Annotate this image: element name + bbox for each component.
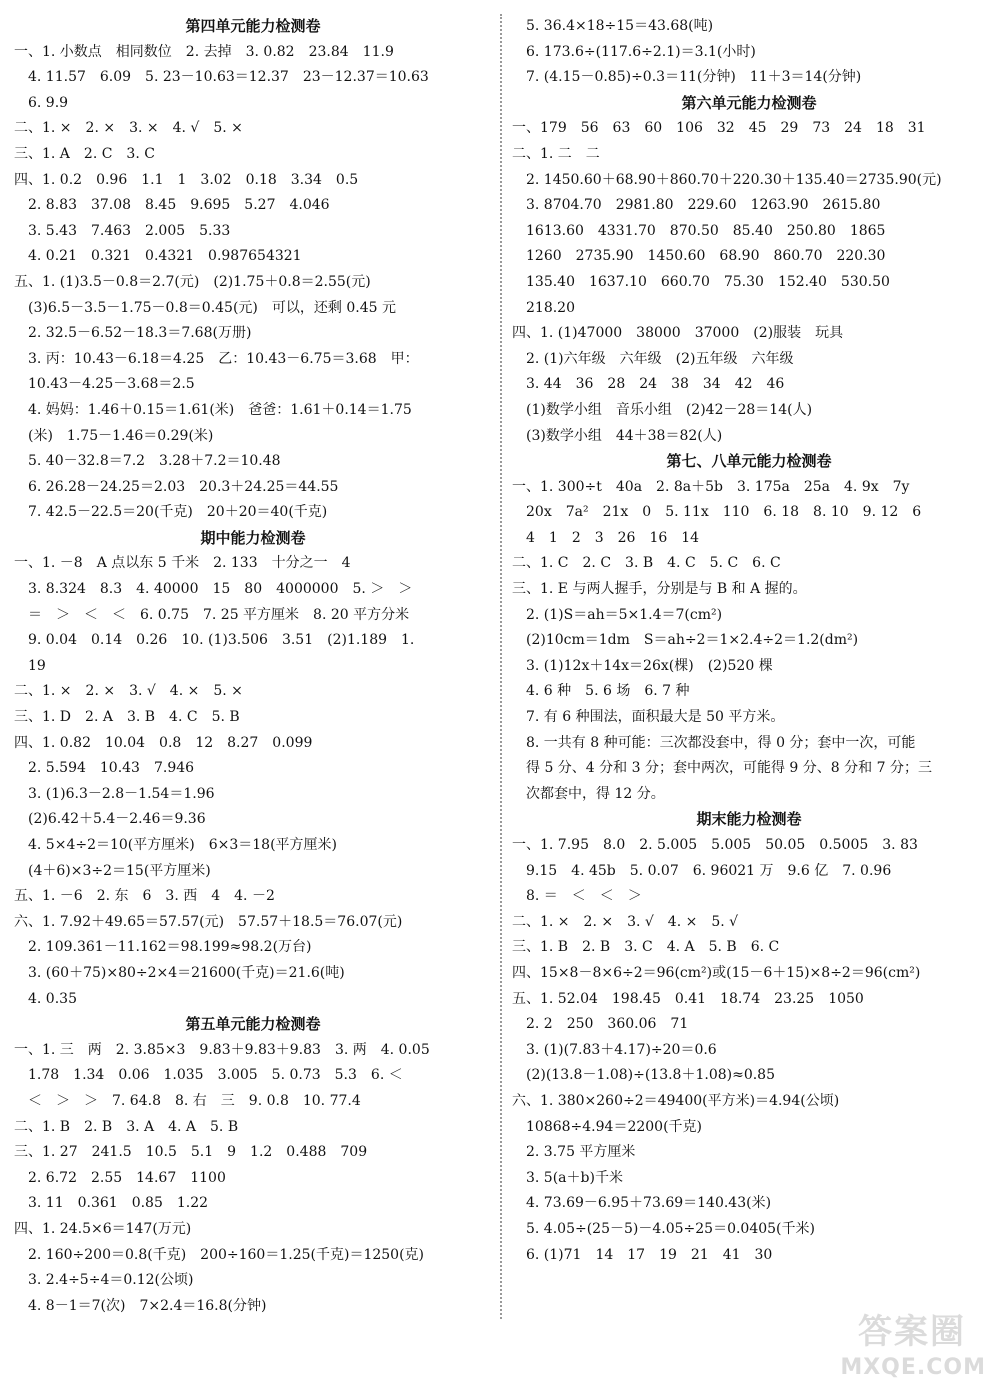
answer-line: 2. 2 250 360.06 71	[512, 1016, 689, 1033]
answer-line: 三、1. B 2. B 3. C 4. A 5. B 6. C	[512, 939, 780, 956]
answer-line: 8. 一共有 8 种可能：三次都没套中，得 0 分；套中一次，可能	[512, 734, 916, 751]
watermark	[756, 1304, 986, 1380]
answer-line: 六、1. 380×260÷2＝49400(平方米)＝4.94(公顷)	[512, 1092, 840, 1109]
right-answer-column	[512, 14, 986, 1268]
answer-line: 3. (1)6.3－2.8－1.54＝1.96	[14, 785, 215, 802]
section-title: 第七、八单元能力检测卷	[666, 452, 832, 471]
answer-line: 19	[14, 657, 46, 674]
answer-line: 二、1. × 2. × 3. √ 4. × 5. ×	[14, 683, 243, 700]
answer-line: 20x 7a² 21x 0 5. 11x 110 6. 18 8. 10 9. 12 6	[512, 504, 922, 521]
answer-line: 4. 5×4÷2＝10(平方厘米) 6×3＝18(平方厘米)	[14, 837, 338, 853]
answer-line: 5. 36.4×18÷15＝43.68(吨)	[512, 18, 714, 34]
column-divider	[500, 14, 502, 1319]
answer-line: 5. 40－32.8＝7.2 3.28＋7.2＝10.48	[14, 453, 281, 470]
answer-line: (3)6.5－3.5－1.75－0.8＝0.45(元) 可以，还剩 0.45 元	[14, 299, 396, 316]
answer-line: 四、15×8－8×6÷2＝96(cm²)或(15－6＋15)×8÷2＝96(cm²)	[512, 964, 921, 981]
answer-line: 一、1. －8 A 点以东 5 千米 2. 133 十分之一 4	[14, 555, 351, 572]
answer-line: 4. 0.21 0.321 0.4321 0.987654321	[14, 248, 302, 265]
answer-line: 3. 44 36 28 24 38 34 42 46	[512, 376, 785, 393]
answer-line: 二、1. × 2. × 3. × 4. √ 5. ×	[14, 120, 243, 137]
answer-line: 4. 0.35	[14, 990, 77, 1007]
answer-line: 3. 8704.70 2981.80 229.60 1263.90 2615.80	[512, 197, 881, 214]
answer-line: 1613.60 4331.70 870.50 85.40 250.80 1865	[512, 222, 886, 239]
section-title: 期中能力检测卷	[200, 528, 306, 547]
section-title: 第五单元能力检测卷	[185, 1015, 321, 1034]
section-title: 第四单元能力检测卷	[185, 17, 321, 35]
answer-line: 三、1. E 与两人握手，分别是与 B 和 A 握的。	[512, 581, 807, 598]
watermark-logo: 答案圈	[858, 1312, 966, 1352]
answer-line: 3. 11 0.361 0.85 1.22	[14, 1195, 209, 1212]
answer-line: 五、1. (1)3.5－0.8＝2.7(元) (2)1.75＋0.8＝2.55(元)	[14, 273, 371, 290]
answer-line: 一、1. 300÷t 40a 2. 8a＋5b 3. 175a 25a 4. 9x 7y	[512, 478, 910, 495]
answer-line: 二、1. C 2. C 3. B 4. C 5. C 6. C	[512, 555, 781, 572]
answer-line: 2. 5.594 10.43 7.946	[14, 760, 195, 777]
answer-line: 一、1. 三 两 2. 3.85×3 9.83＋9.83＋9.83 3. 两 4. 0.05	[14, 1041, 430, 1058]
answer-line: 得 5 分、4 分和 3 分；套中两次，可能得 9 分、8 分和 7 分；三	[512, 760, 932, 777]
answer-line: 3. 5(a＋b)千米	[512, 1169, 623, 1186]
answer-line: 三、1. 27 241.5 10.5 5.1 9 1.2 0.488 709	[14, 1144, 368, 1161]
answer-line: 218.20	[512, 299, 575, 316]
watermark-site: MXQE.COM	[840, 1355, 986, 1380]
answer-line: 3. 丙：10.43－6.18＝4.25 乙：10.43－6.75＝3.68 甲：	[14, 350, 419, 367]
answer-line: 二、1. B 2. B 3. A 4. A 5. B	[14, 1118, 239, 1135]
answer-line: 6. (1)71 14 17 19 21 41 30	[512, 1246, 773, 1263]
answer-line: 8. ＝ ＜ ＜ ＞	[512, 888, 642, 905]
answer-line: 4 1 2 3 26 16 14	[512, 529, 700, 546]
answer-line: 四、1. 0.82 10.04 0.8 12 8.27 0.099	[14, 734, 313, 751]
answer-line: 4. 8－1＝7(次) 7×2.4＝16.8(分钟)	[14, 1297, 267, 1314]
answer-line: 五、1. 52.04 198.45 0.41 18.74 23.25 1050	[512, 990, 864, 1007]
answer-line: 四、1. 24.5×6＝147(万元)	[14, 1220, 192, 1237]
answer-line: (2)6.42＋5.4－2.46＝9.36	[14, 811, 206, 828]
answer-line: 3. 2.4÷5÷4＝0.12(公顷)	[14, 1272, 194, 1289]
answer-line: 10.43－4.25－3.68＝2.5	[14, 376, 195, 393]
section-title: 期末能力检测卷	[696, 810, 802, 829]
answer-line: 2. 6.72 2.55 14.67 1100	[14, 1169, 226, 1186]
answer-line: (4＋6)×3÷2＝15(平方厘米)	[14, 862, 211, 879]
answer-line: 9.15 4. 45b 5. 0.07 6. 96021 万 9.6 亿 7. 0.96	[512, 862, 892, 879]
answer-line: 10868÷4.94＝2200(千克)	[512, 1118, 702, 1135]
answer-line: 二、1. × 2. × 3. √ 4. × 5. √	[512, 913, 739, 930]
answer-line: 2. (1)S＝ah＝5×1.4＝7(cm²)	[512, 606, 723, 623]
left-answer-column	[14, 14, 492, 1319]
answer-line: 3. 8.324 8.3 4. 40000 15 80 4000000 5. ＞ ＞	[14, 581, 413, 598]
answer-line: 2. 160÷200＝0.8(千克) 200÷160＝1.25(千克)＝1250(克)	[14, 1246, 424, 1263]
answer-line: 四、1. 0.2 0.96 1.1 1 3.02 0.18 3.34 0.5	[14, 171, 359, 188]
answer-line: 3. (1)12x＋14x＝26x(棵) (2)520 棵	[512, 657, 773, 674]
answer-line: 三、1. A 2. C 3. C	[14, 145, 155, 162]
answer-line: 2. 1450.60＋68.90＋860.70＋220.30＋135.40＝2735.90(元)	[512, 171, 942, 188]
answer-line: 5. 4.05÷(25－5)－4.05÷25＝0.0405(千米)	[512, 1220, 815, 1237]
answer-line: 六、1. 7.92＋49.65＝57.57(元) 57.57＋18.5＝76.07(元)	[14, 913, 403, 930]
answer-line: 7. 有 6 种围法，面积最大是 50 平方米。	[512, 709, 785, 726]
answer-line: 二、1. 二 二	[512, 145, 600, 162]
answer-line: 4. 妈妈：1.46＋0.15＝1.61(米) 爸爸：1.61＋0.14＝1.75	[14, 401, 412, 418]
answer-line: 一、1. 小数点 相同数位 2. 去掉 3. 0.82 23.84 11.9	[14, 43, 394, 60]
answer-line: 4. 73.69－6.95＋73.69＝140.43(米)	[512, 1195, 772, 1212]
answer-line: 4. 11.57 6.09 5. 23－10.63＝12.37 23－12.37＝10.63	[14, 69, 429, 86]
answer-line: (3)数学小组 44＋38＝82(人)	[512, 427, 723, 444]
answer-line: 一、1. 7.95 8.0 2. 5.005 5.005 50.05 0.5005 3. 83	[512, 837, 918, 853]
answer-line: ＝ ＞ ＜ ＜ 6. 0.75 7. 25 平方厘米 8. 20 平方分米	[14, 606, 410, 623]
answer-line: 五、1. －6 2. 东 6 3. 西 4 4. －2	[14, 888, 275, 905]
answer-line: 2. 32.5－6.52－18.3＝7.68(万册)	[14, 325, 252, 342]
section-title: 第六单元能力检测卷	[681, 93, 817, 112]
answer-line: 6. 9.9	[14, 94, 69, 111]
answer-line: 6. 26.28－24.25＝2.03 20.3＋24.25＝44.55	[14, 478, 339, 495]
answer-line: 135.40 1637.10 660.70 75.30 152.40 530.50	[512, 273, 890, 290]
answer-line: 2. 3.75 平方厘米	[512, 1144, 636, 1161]
answer-line: 2. 109.361－11.162＝98.199≈98.2(万台)	[14, 939, 312, 956]
answer-line: 三、1. D 2. A 3. B 4. C 5. B	[14, 709, 240, 726]
answer-line: 2. (1)六年级 六年级 (2)五年级 六年级	[512, 350, 794, 367]
answer-line: 4. 6 种 5. 6 场 6. 7 种	[512, 683, 690, 700]
answer-line: (2)10cm＝1dm S＝ah÷2＝1×2.4÷2＝1.2(dm²)	[512, 632, 859, 649]
answer-line: 3. (60＋75)×80÷2×4＝21600(千克)＝21.6(吨)	[14, 964, 345, 981]
answer-line: ＜ ＞ ＞ 7. 64.8 8. 右 三 9. 0.8 10. 77.4	[14, 1092, 361, 1109]
answer-line: 7. 42.5－22.5＝20(千克) 20＋20＝40(千克)	[14, 504, 328, 521]
answer-line: (1)数学小组 音乐小组 (2)42－28＝14(人)	[512, 401, 813, 418]
answer-line: 3. 5.43 7.463 2.005 5.33	[14, 222, 231, 239]
answer-line: 1260 2735.90 1450.60 68.90 860.70 220.30	[512, 248, 886, 265]
answer-line: 次都套中，得 12 分。	[512, 785, 665, 802]
answer-line: 6. 173.6÷(117.6÷2.1)＝3.1(小时)	[512, 43, 756, 60]
answer-line: (米) 1.75－1.46＝0.29(米)	[14, 427, 214, 444]
answer-line: 9. 0.04 0.14 0.26 10. (1)3.506 3.51 (2)1.189 1.	[14, 632, 415, 649]
answer-line: 一、179 56 63 60 106 32 45 29 73 24 18 31	[512, 120, 926, 137]
answer-line: (2)(13.8－1.08)÷(13.8＋1.08)≈0.85	[512, 1067, 775, 1084]
answer-line: 1.78 1.34 0.06 1.035 3.005 5. 0.73 5.3 6. ＜	[14, 1067, 403, 1084]
answer-line: 四、1. (1)47000 38000 37000 (2)服装 玩具	[512, 325, 844, 342]
answer-line: 2. 8.83 37.08 8.45 9.695 5.27 4.046	[14, 197, 330, 214]
answer-line: 3. (1)(7.83＋4.17)÷20＝0.6	[512, 1041, 717, 1058]
answer-line: 7. (4.15－0.85)÷0.3＝11(分钟) 11＋3＝14(分钟)	[512, 69, 862, 86]
